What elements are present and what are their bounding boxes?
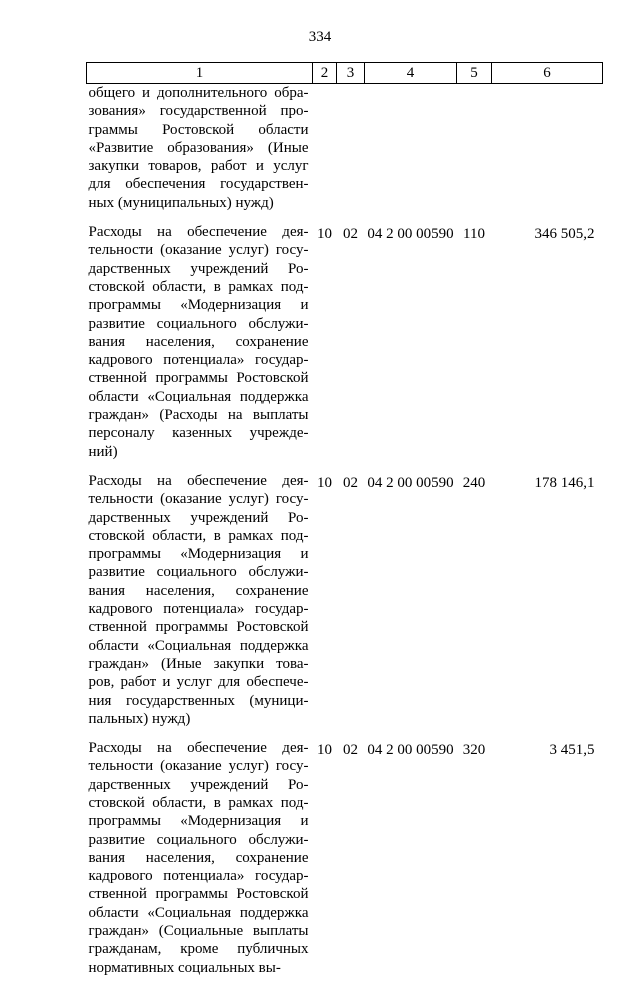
header-col-3: 3	[337, 63, 365, 84]
description-line: программы «Модернизация и	[88, 297, 309, 314]
row-target-code	[365, 84, 457, 224]
row-amount: 3 451,5	[549, 742, 595, 759]
header-col-1: 1	[87, 63, 313, 84]
description-line: тельности (оказание услуг) госу-	[88, 491, 309, 508]
table-row	[87, 223, 603, 472]
row-target-code: 04 2 00 00590	[367, 226, 454, 243]
description-line: вания населения, сохранение	[88, 333, 309, 350]
description-line: области «Социальная поддержка	[88, 388, 309, 405]
description-line: дарственных учреждений Ро-	[88, 509, 309, 526]
description-line: области «Социальная поддержка	[88, 904, 309, 921]
description-line: развитие социального обслужи-	[88, 564, 309, 581]
table-row	[87, 739, 603, 988]
row-subsection: 02	[343, 474, 358, 491]
header-col-5: 5	[457, 63, 492, 84]
description-line: ных (муниципальных) нужд)	[88, 194, 274, 211]
row-expense-type: 240	[462, 474, 486, 491]
description-line: закупки товаров, работ и услуг	[88, 158, 309, 175]
row-description	[87, 739, 313, 988]
description-line: тельности (оказание услуг) госу-	[88, 242, 309, 259]
description-line: стовской области, в рамках под-	[88, 527, 309, 544]
row-section: 10	[317, 474, 332, 491]
description-line: ственной программы Ростовской	[88, 619, 309, 636]
description-line: тельности (оказание услуг) госу-	[88, 758, 309, 775]
row-amount: 178 146,1	[534, 474, 595, 491]
table-row	[87, 84, 603, 224]
table-row	[87, 472, 603, 739]
description-line: ственной программы Ростовской	[88, 370, 309, 387]
description-line: Расходы на обеспечение дея-	[88, 472, 309, 489]
header-col-6: 6	[492, 63, 603, 84]
table-body	[87, 84, 603, 988]
description-line: нормативных социальных вы-	[88, 959, 281, 976]
description-line: зования» государственной про-	[88, 103, 309, 120]
row-amount: 346 505,2	[534, 226, 595, 243]
description-line: граждан» (Социальные выплаты	[88, 923, 309, 940]
row-subsection	[337, 84, 365, 224]
row-subsection: 02	[343, 742, 358, 759]
row-expense-type: 320	[462, 742, 486, 759]
budget-table	[86, 62, 603, 988]
description-line: ния государственных (муници-	[88, 692, 309, 709]
description-line: дарственных учреждений Ро-	[88, 260, 309, 277]
header-col-2: 2	[313, 63, 337, 84]
row-target-code: 04 2 00 00590	[367, 742, 454, 759]
description-line: развитие социального обслужи-	[88, 315, 309, 332]
row-section: 10	[317, 742, 332, 759]
description-line: ров, работ и услуг для обеспече-	[88, 674, 309, 691]
row-section	[313, 84, 337, 224]
description-line: кадрового потенциала» государ-	[88, 868, 309, 885]
description-line: ственной программы Ростовской	[88, 886, 309, 903]
description-line: персоналу казенных учрежде-	[88, 425, 309, 442]
description-line: Расходы на обеспечение дея-	[88, 740, 309, 757]
table-header	[87, 63, 603, 84]
row-section: 10	[317, 226, 332, 243]
description-line: пальных) нужд)	[88, 710, 191, 727]
description-line: Расходы на обеспечение дея-	[88, 224, 309, 241]
description-line: для обеспечения государствен-	[88, 176, 309, 193]
description-line: общего и дополнительного обра-	[88, 85, 309, 101]
description-line: дарственных учреждений Ро-	[88, 776, 309, 793]
row-expense-type: 110	[463, 226, 485, 243]
description-line: вания населения, сохранение	[88, 849, 309, 866]
description-line: развитие социального обслужи-	[88, 831, 309, 848]
row-subsection: 02	[343, 226, 358, 243]
description-line: кадрового потенциала» государ-	[88, 601, 309, 618]
header-col-4: 4	[365, 63, 457, 84]
description-line: вания населения, сохранение	[88, 582, 309, 599]
row-description	[87, 84, 313, 224]
page-number: 334	[308, 29, 332, 45]
description-line: граждан» (Расходы на выплаты	[88, 407, 309, 424]
row-target-code: 04 2 00 00590	[367, 474, 454, 491]
description-line: стовской области, в рамках под-	[88, 278, 309, 295]
row-description	[87, 223, 313, 472]
header-row	[87, 63, 603, 84]
description-line: программы «Модернизация и	[88, 546, 309, 563]
description-line: области «Социальная поддержка	[88, 637, 309, 654]
row-amount	[492, 84, 603, 224]
description-line: граждан» (Иные закупки това-	[88, 655, 309, 672]
description-line: кадрового потенциала» государ-	[88, 352, 309, 369]
description-line: гражданам, кроме публичных	[88, 941, 309, 958]
description-line: программы «Модернизация и	[88, 813, 309, 830]
description-line: ний)	[88, 443, 118, 460]
description-line: «Развитие образования» (Иные	[88, 139, 309, 156]
row-description	[87, 472, 313, 739]
description-line: стовской области, в рамках под-	[88, 794, 309, 811]
row-expense-type	[457, 84, 492, 224]
description-line: граммы Ростовской области	[88, 121, 309, 138]
